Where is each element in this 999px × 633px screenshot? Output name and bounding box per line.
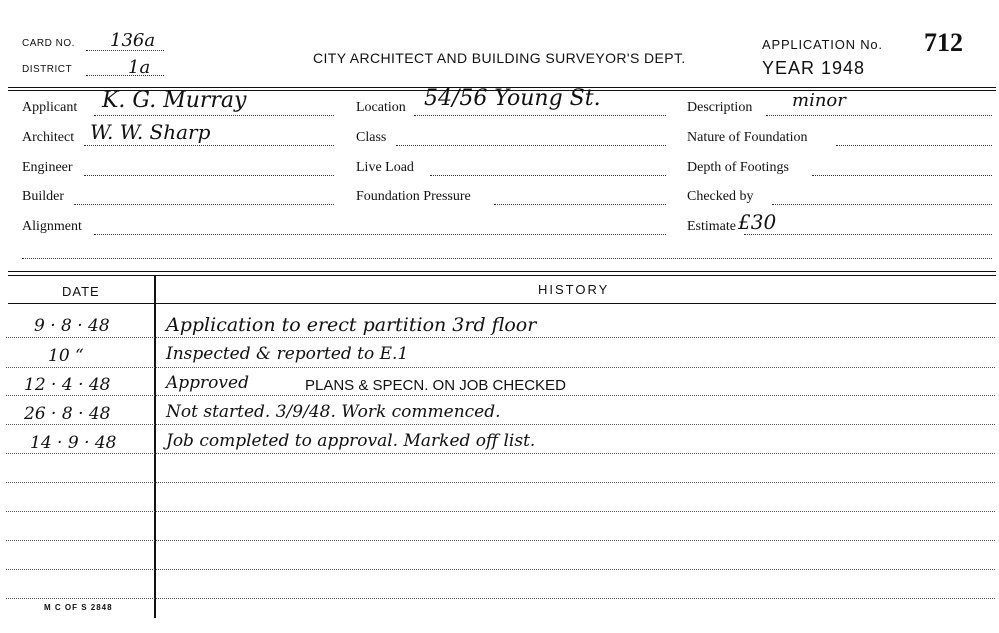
class-line [396, 145, 666, 146]
location-label: Location [356, 100, 406, 115]
form-code: M C OF S 2848 [44, 603, 113, 612]
date-column-divider [154, 276, 156, 618]
location-line [414, 115, 666, 116]
entry-date: 26 · 8 · 48 [24, 404, 111, 424]
location-value: 54/56 Young St. [424, 86, 601, 111]
blank-line [22, 258, 992, 259]
rule-line [6, 395, 995, 396]
engineer-line [84, 175, 334, 176]
engineer-label: Engineer [22, 160, 73, 175]
entry-text: Inspected & reported to E.1 [166, 344, 409, 364]
description-line [766, 115, 992, 116]
live-load-label: Live Load [356, 160, 414, 175]
entry-date: 9 · 8 · 48 [34, 316, 110, 336]
entry-text: Application to erect partition 3rd floor [166, 314, 537, 336]
estimate-value: £30 [738, 210, 777, 234]
entry-text: Job completed to approval. Marked off list. [166, 431, 536, 451]
year-label: YEAR 1948 [762, 58, 866, 78]
architect-value: W. W. Sharp [90, 120, 211, 144]
nature-label: Nature of Foundation [687, 130, 808, 145]
date-header: DATE [62, 284, 100, 299]
district-line [86, 75, 164, 76]
application-label: APPLICATION No. [762, 37, 883, 52]
foundation-pressure-label: Foundation Pressure [356, 189, 471, 204]
card-value: 136a [110, 30, 156, 51]
nature-line [836, 145, 992, 146]
history-top-rule-2 [8, 275, 996, 276]
checked-label: Checked by [687, 189, 754, 204]
entry-date: 14 · 9 · 48 [30, 433, 117, 453]
rule-line [6, 424, 995, 425]
rule-line [6, 453, 995, 454]
estimate-line [744, 234, 992, 235]
history-header-rule [8, 303, 996, 304]
approval-stamp: PLANS & SPECN. ON JOB CHECKED [305, 377, 566, 394]
builder-label: Builder [22, 189, 64, 204]
rule-line [6, 511, 995, 512]
applicant-line [94, 115, 334, 116]
description-label: Description [687, 100, 753, 115]
entry-text: Not started. 3/9/48. Work commenced. [166, 402, 501, 422]
rule-line [6, 540, 995, 541]
district-label: DISTRICT [22, 64, 73, 75]
class-label: Class [356, 130, 387, 145]
rule-line [6, 367, 995, 368]
alignment-line [94, 234, 666, 235]
dept-title: CITY ARCHITECT AND BUILDING SURVEYOR'S DEPT. [313, 50, 686, 66]
history-top-rule [8, 271, 996, 272]
district-value: 1a [128, 57, 151, 78]
entry-text: Approved [166, 373, 249, 393]
rule-line [6, 569, 995, 570]
estimate-label: Estimate [687, 219, 736, 234]
depth-line [812, 175, 992, 176]
live-load-line [430, 175, 666, 176]
architect-line [84, 145, 334, 146]
foundation-pressure-line [494, 204, 666, 205]
entry-date: 10 “ [48, 346, 84, 366]
history-header: HISTORY [538, 282, 610, 297]
applicant-value: K. G. Murray [102, 88, 247, 113]
rule-line [6, 337, 995, 338]
builder-line [74, 204, 334, 205]
entry-date: 12 · 4 · 48 [24, 375, 111, 395]
rule-line [6, 482, 995, 483]
applicant-label: Applicant [22, 100, 78, 115]
rule-line [6, 598, 995, 599]
depth-label: Depth of Footings [687, 160, 789, 175]
card-label: CARD NO. [22, 38, 75, 49]
alignment-label: Alignment [22, 219, 82, 234]
application-value: 712 [924, 28, 963, 57]
checked-line [772, 204, 992, 205]
architect-label: Architect [22, 130, 75, 145]
description-value: minor [792, 90, 846, 111]
